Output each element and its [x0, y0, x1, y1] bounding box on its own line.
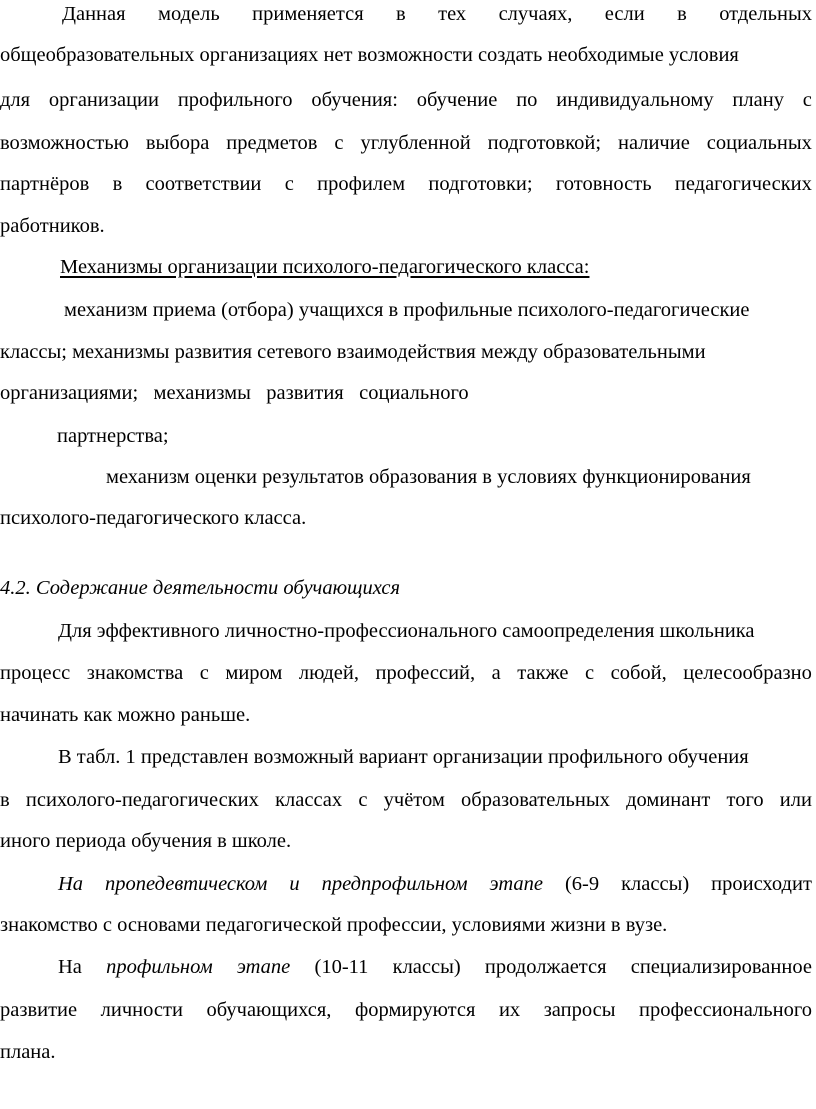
word: социальных	[706, 132, 812, 154]
mechanisms-line-4: партнерства;	[57, 425, 169, 447]
word: целесообразно	[683, 662, 812, 684]
word: запросы	[543, 999, 616, 1021]
word: процесс	[0, 662, 71, 684]
word: в	[112, 173, 123, 195]
p3-line-2	[0, 788, 812, 812]
word: обучения:	[311, 89, 398, 111]
word: миром	[225, 662, 283, 684]
p2-line-3: начинать как можно раньше.	[0, 704, 251, 726]
word: специализированное	[630, 956, 812, 978]
word: обучающихся,	[206, 999, 332, 1021]
word: по	[516, 89, 538, 111]
word: применяется	[252, 3, 364, 25]
word: продолжается	[484, 956, 607, 978]
word: образовательных	[461, 789, 610, 811]
p4-line-2: знакомство с основами педагогической профессии, условиями жизни в вузе.	[0, 914, 668, 936]
word: в	[396, 3, 406, 25]
p3-line-1: В табл. 1 представлен возможный вариант организации профильного обучения	[58, 746, 749, 768]
mechanisms-heading-text: Механизмы организации психолого-педагогического класса:	[60, 256, 590, 278]
mechanisms-line-6: психолого-педагогического класса.	[0, 507, 307, 529]
word: отдельных	[719, 3, 812, 25]
word: профильном	[106, 956, 213, 978]
mechanisms-line-3: организациями; механизмы развития социального	[0, 382, 469, 404]
word: плану	[732, 89, 784, 111]
word: также	[517, 662, 569, 684]
word: классы)	[621, 873, 690, 895]
word: тех	[438, 3, 467, 25]
word: знакомства	[86, 662, 184, 684]
word: педагогических	[674, 173, 812, 195]
word: подготовкой;	[487, 132, 602, 154]
word: если	[604, 3, 645, 25]
word: с	[802, 89, 812, 111]
word: людей,	[298, 662, 360, 684]
word: Данная	[62, 3, 126, 25]
p4-line-1	[58, 872, 812, 896]
word: с	[334, 132, 344, 154]
p1-line-6: работников.	[0, 215, 105, 237]
word: доминант	[626, 789, 711, 811]
mechanisms-line-2: классы; механизмы развития сетевого взаимодействия между образовательными	[0, 341, 706, 363]
word: На	[58, 956, 82, 978]
p5-line-2	[0, 998, 812, 1022]
word: подготовки;	[428, 173, 533, 195]
mechanisms-line-5: механизм оценки результатов образования в условиях функционирования	[106, 466, 751, 488]
word: наличие	[617, 132, 690, 154]
p1-line-1	[62, 2, 812, 26]
word: учётом	[383, 789, 445, 811]
word: модель	[157, 3, 220, 25]
word: того	[726, 789, 764, 811]
p5-line-3: плана.	[0, 1041, 56, 1063]
p1-line-5	[0, 172, 812, 196]
word: случаях,	[498, 3, 573, 25]
word: готовность	[555, 173, 652, 195]
word: классах	[275, 789, 343, 811]
word: На	[58, 873, 84, 895]
word: с	[585, 662, 595, 684]
word: или	[779, 789, 812, 811]
word: психолого-педагогических	[25, 789, 259, 811]
word: в	[677, 3, 687, 25]
p1-line-3	[0, 88, 812, 112]
word: этапе	[489, 873, 543, 895]
p3-line-3: иного периода обучения в школе.	[0, 830, 292, 852]
word: собой,	[610, 662, 667, 684]
word: партнёров	[0, 173, 90, 195]
word: в	[0, 789, 10, 811]
word: для	[0, 89, 31, 111]
word: их	[498, 999, 521, 1021]
p2-line-2	[0, 661, 812, 685]
mechanisms-line-1: механизм приема (отбора) учащихся в профильные психолого-педагогические	[64, 299, 750, 321]
word: развитие	[0, 999, 78, 1021]
word: а	[491, 662, 501, 684]
mechanisms-heading	[0, 255, 589, 279]
word: индивидуальному	[556, 89, 714, 111]
word: этапе	[236, 956, 291, 978]
word: выбора	[145, 132, 210, 154]
word: предпрофильном	[321, 873, 468, 895]
p2-line-1: Для эффективного личностно-профессионального самоопределения школьника	[58, 620, 755, 642]
word: пропедевтическом	[105, 873, 268, 895]
word: возможностью	[0, 132, 129, 154]
word: личности	[100, 999, 183, 1021]
word: обучение	[416, 89, 498, 111]
word: формируются	[354, 999, 476, 1021]
word: профилем	[317, 173, 406, 195]
word: углубленной	[360, 132, 471, 154]
p1-line-4	[0, 131, 812, 155]
word: профессионального	[639, 999, 812, 1021]
word: (6-9	[564, 873, 600, 895]
section-title: 4.2. Содержание деятельности обучающихся	[0, 577, 400, 599]
word: предметов	[226, 132, 318, 154]
word: профессий,	[375, 662, 476, 684]
word: и	[289, 873, 300, 895]
word: организации	[48, 89, 159, 111]
word: с	[199, 662, 209, 684]
p1-line-2: общеобразовательных организациях нет возможности создать необходимые условия	[0, 44, 739, 66]
word: профильного	[177, 89, 293, 111]
p5-line-1	[58, 955, 812, 979]
word: происходит	[711, 873, 812, 895]
word: классы)	[392, 956, 461, 978]
word: с	[284, 173, 294, 195]
word: (10-11	[314, 956, 369, 978]
word: соответствии	[145, 173, 262, 195]
word: с	[358, 789, 368, 811]
